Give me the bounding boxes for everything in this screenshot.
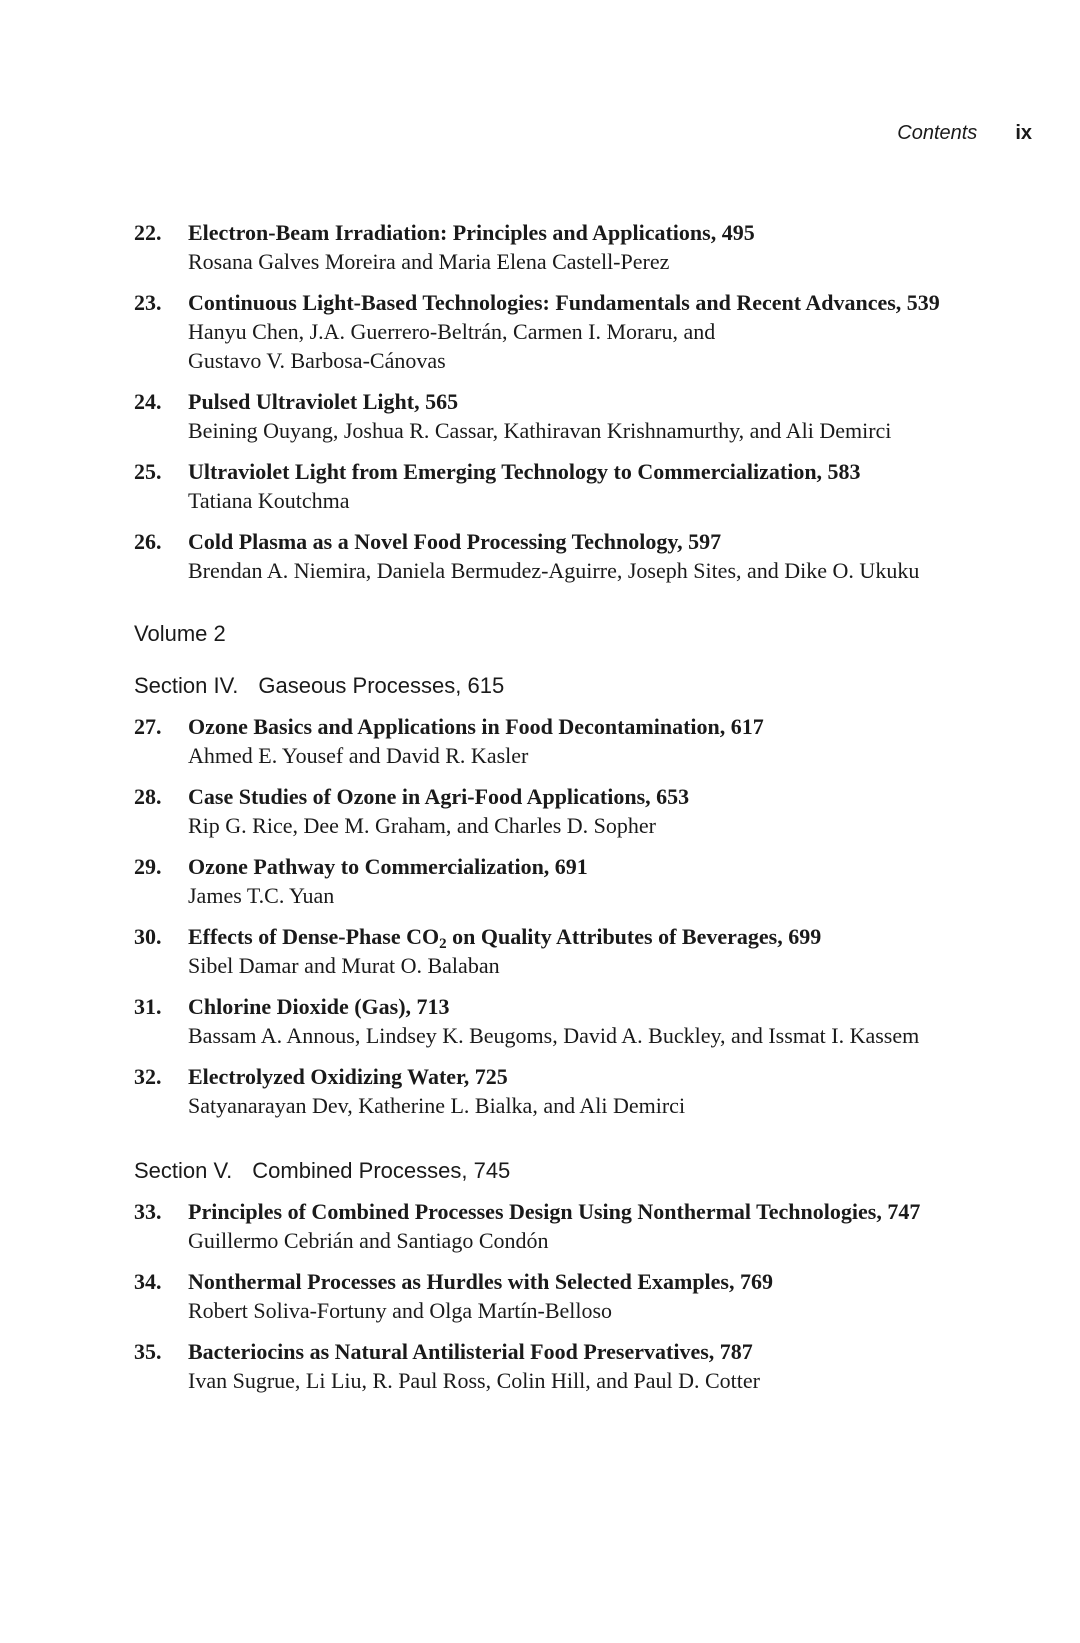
- toc-entry: [134, 1267, 1034, 1325]
- chapter-authors: Bassam A. Annous, Lindsey K. Beugoms, David A. Buckley, and Issmat I. Kassem: [188, 1023, 920, 1048]
- running-header-label: Contents: [897, 122, 978, 144]
- chapter-number: 22.: [134, 220, 162, 245]
- chapter-authors: Brendan A. Niemira, Daniela Bermudez-Aguirre, Joseph Sites, and Dike O. Ukuku: [188, 558, 920, 583]
- chapter-body: [188, 1267, 1034, 1325]
- chapter-body: [188, 288, 1034, 375]
- chapter-number: 29.: [134, 854, 162, 879]
- chapter-title: Pulsed Ultraviolet Light, 565: [188, 389, 459, 414]
- chapter-title: Electrolyzed Oxidizing Water, 725: [188, 1064, 508, 1089]
- toc-entry: [134, 782, 1034, 840]
- entry-group-c: [134, 1197, 1034, 1395]
- section-heading-v: [134, 1158, 1034, 1184]
- page-number: ix: [1015, 122, 1032, 144]
- toc-entry: [134, 992, 1034, 1050]
- chapter-number: 25.: [134, 459, 162, 484]
- chapter-body: [188, 387, 1034, 445]
- entry-group-b: [134, 712, 1034, 1120]
- chapter-title-subscript: 2: [439, 936, 447, 952]
- chapter-title-part: Effects of Dense-Phase CO: [188, 924, 440, 949]
- volume-heading: Volume 2: [134, 621, 226, 646]
- toc-entry: [134, 1197, 1034, 1255]
- toc-entry: [134, 457, 1034, 515]
- chapter-number: 33.: [134, 1199, 162, 1224]
- toc-entry: [134, 712, 1034, 770]
- chapter-title: Nonthermal Processes as Hurdles with Selected Examples, 769: [188, 1269, 773, 1294]
- chapter-title: Case Studies of Ozone in Agri-Food Applications, 653: [188, 784, 690, 809]
- chapter-authors: Sibel Damar and Murat O. Balaban: [188, 953, 500, 978]
- chapter-body: [188, 1062, 1034, 1120]
- chapter-number: 23.: [134, 290, 162, 315]
- chapter-authors: James T.C. Yuan: [188, 883, 335, 908]
- toc-entry: [134, 288, 1034, 375]
- chapter-body: [188, 457, 1034, 515]
- toc-entry: [134, 387, 1034, 445]
- chapter-body: [188, 922, 1034, 980]
- chapter-authors: Robert Soliva-Fortuny and Olga Martín-Belloso: [188, 1298, 613, 1323]
- section-title: Gaseous Processes, 615: [258, 673, 505, 698]
- chapter-number: 24.: [134, 389, 162, 414]
- chapter-number: 35.: [134, 1339, 162, 1364]
- chapter-number: 27.: [134, 714, 162, 739]
- chapter-authors: Satyanarayan Dev, Katherine L. Bialka, and Ali Demirci: [188, 1093, 686, 1118]
- chapter-title: Continuous Light-Based Technologies: Fundamentals and Recent Advances, 539: [188, 290, 940, 315]
- chapter-title: Chlorine Dioxide (Gas), 713: [188, 994, 450, 1019]
- toc-entry: [134, 218, 1034, 276]
- chapter-authors: Gustavo V. Barbosa-Cánovas: [188, 348, 446, 373]
- chapter-authors: Hanyu Chen, J.A. Guerrero-Beltrán, Carmen I. Moraru, and: [188, 319, 716, 344]
- chapter-body: [188, 712, 1034, 770]
- chapter-body: [188, 852, 1034, 910]
- section-title: Combined Processes, 745: [252, 1158, 511, 1183]
- toc-entry: [134, 1337, 1034, 1395]
- chapter-number: 30.: [134, 924, 162, 949]
- table-of-contents: [134, 218, 1034, 1407]
- chapter-authors: Guillermo Cebrián and Santiago Condón: [188, 1228, 549, 1253]
- chapter-number: 26.: [134, 529, 162, 554]
- chapter-title: Ozone Basics and Applications in Food Decontamination, 617: [188, 714, 764, 739]
- toc-entry: [134, 922, 1034, 980]
- chapter-title: Cold Plasma as a Novel Food Processing Technology, 597: [188, 529, 722, 554]
- chapter-title: Ozone Pathway to Commercialization, 691: [188, 854, 588, 879]
- chapter-title: Bacteriocins as Natural Antilisterial Food Preservatives, 787: [188, 1339, 753, 1364]
- chapter-title: Principles of Combined Processes Design Using Nonthermal Technologies, 747: [188, 1199, 921, 1224]
- chapter-number: 28.: [134, 784, 162, 809]
- chapter-title: Ultraviolet Light from Emerging Technology to Commercialization, 583: [188, 459, 861, 484]
- chapter-authors: Rip G. Rice, Dee M. Graham, and Charles D. Sopher: [188, 813, 657, 838]
- chapter-body: [188, 1337, 1034, 1395]
- chapter-authors: Ahmed E. Yousef and David R. Kasler: [188, 743, 529, 768]
- chapter-body: [188, 992, 1034, 1050]
- entry-group-a: [134, 218, 1034, 585]
- chapter-title-part: on Quality Attributes of Beverages, 699: [446, 924, 822, 949]
- chapter-title: Electron-Beam Irradiation: Principles and Applications, 495: [188, 220, 755, 245]
- toc-entry: [134, 852, 1034, 910]
- section-label: Section V.: [134, 1158, 233, 1183]
- chapter-authors: Tatiana Koutchma: [188, 488, 350, 513]
- chapter-number: 32.: [134, 1064, 162, 1089]
- chapter-title: [188, 922, 1034, 951]
- toc-entry: [134, 1062, 1034, 1120]
- chapter-authors: Rosana Galves Moreira and Maria Elena Castell-Perez: [188, 249, 670, 274]
- chapter-body: [188, 782, 1034, 840]
- section-heading-iv: [134, 673, 1034, 699]
- chapter-number: 34.: [134, 1269, 162, 1294]
- chapter-body: [188, 527, 1034, 585]
- chapter-authors: Ivan Sugrue, Li Liu, R. Paul Ross, Colin Hill, and Paul D. Cotter: [188, 1368, 760, 1393]
- chapter-body: [188, 218, 1034, 276]
- toc-entry: [134, 527, 1034, 585]
- section-label: Section IV.: [134, 673, 239, 698]
- chapter-number: 31.: [134, 994, 162, 1019]
- chapter-body: [188, 1197, 1034, 1255]
- chapter-authors: Beining Ouyang, Joshua R. Cassar, Kathiravan Krishnamurthy, and Ali Demirci: [188, 418, 892, 443]
- running-header: [897, 122, 1032, 145]
